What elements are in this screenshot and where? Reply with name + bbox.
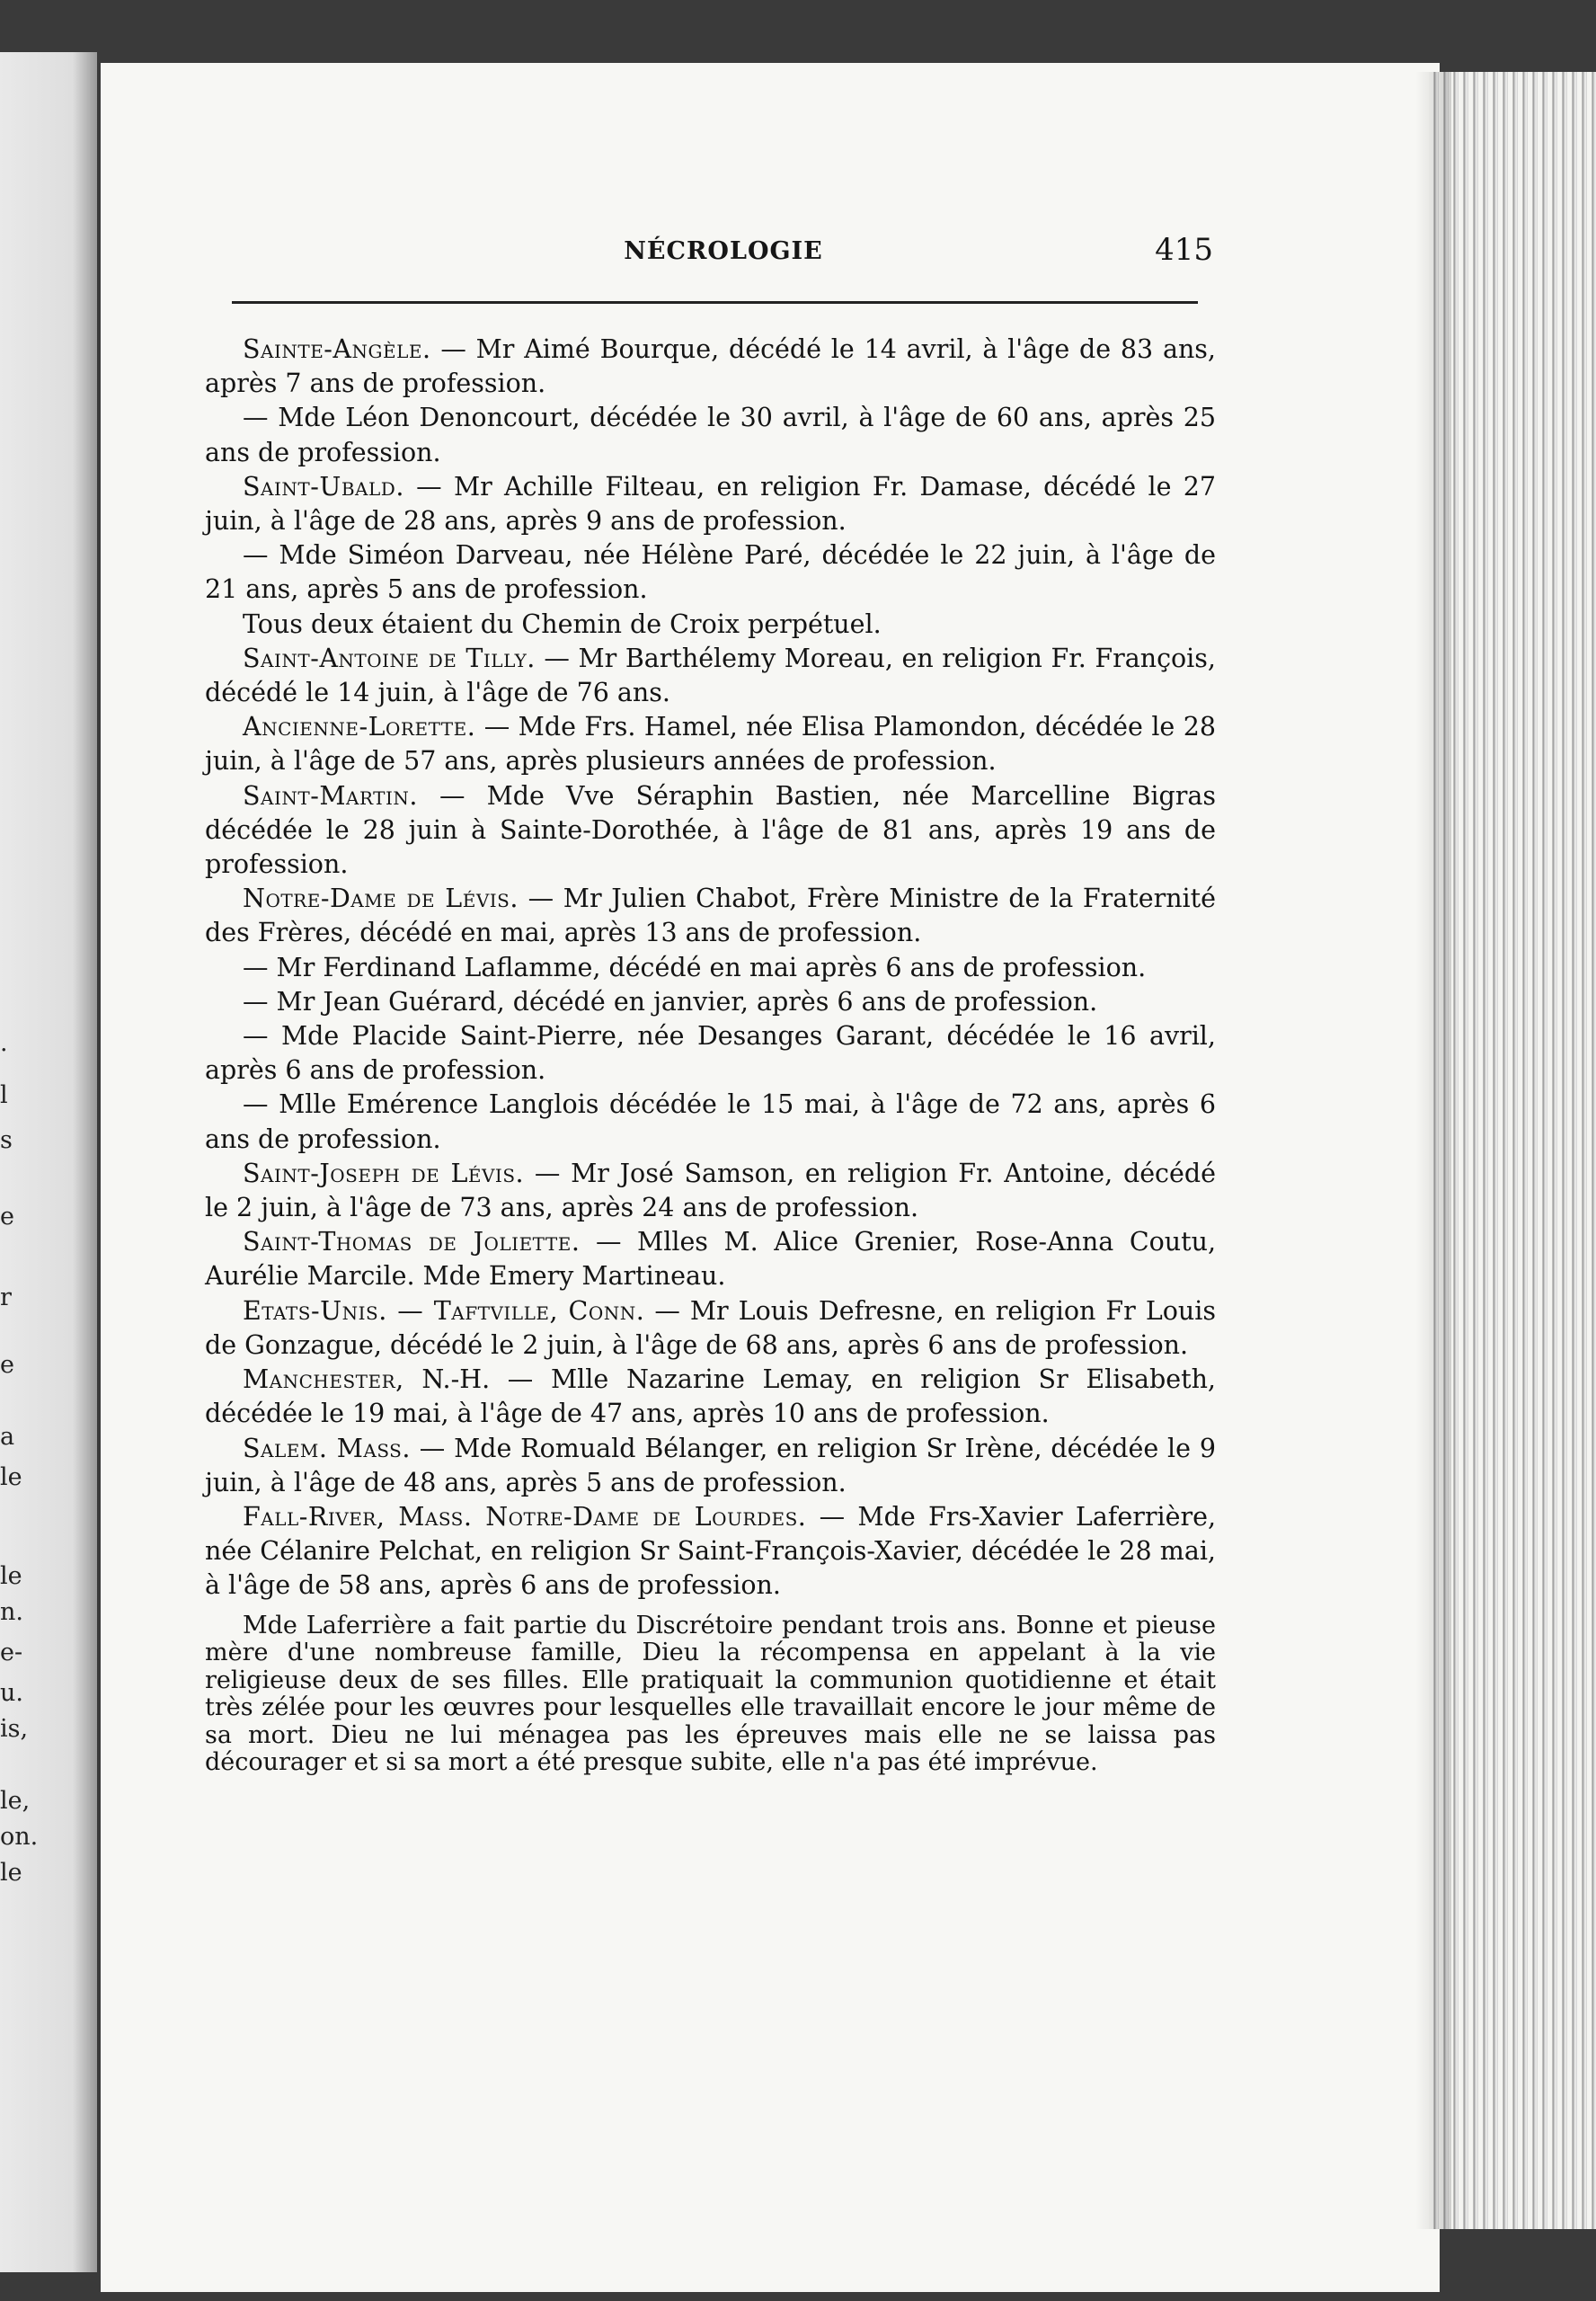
left-fragment: a (0, 1423, 15, 1451)
entry-text: — Mde Romuald Bélanger, en religion Sr Irène, décédée le 9 juin, à l'âge de 48 ans, après 5 ans de profession. (205, 1433, 1216, 1497)
body-text (205, 333, 1216, 1777)
obituary-entry (205, 1432, 1216, 1500)
entry-text: — Mde Léon Denoncourt, décédée le 30 avril, à l'âge de 60 ans, après 25 ans de profession. (205, 403, 1216, 467)
parish-label: Ancienne-Lorette. (243, 712, 476, 742)
entry-text: — Mr Ferdinand Laflamme, décédé en mai après 6 ans de profession. (243, 952, 1147, 982)
running-header (234, 232, 1213, 277)
parish-label: Salem. Mass. (243, 1433, 411, 1463)
parish-label: Saint-Thomas de Joliette. (243, 1227, 581, 1257)
page-shadow (1415, 72, 1451, 2229)
header-title: NÉCROLOGIE (624, 237, 823, 265)
left-fragment: le, (0, 1787, 31, 1815)
left-fragment: e (0, 1203, 14, 1230)
obituary-entry (205, 779, 1216, 883)
left-fragment: r (0, 1284, 12, 1311)
left-page-fragments (0, 52, 97, 2272)
obituary-entry (205, 1157, 1216, 1225)
obituary-entry (205, 951, 1216, 985)
obituary-entry (205, 333, 1216, 401)
obituary-entry (205, 1294, 1216, 1363)
entry-text: — Mr Achille Filteau, en religion Fr. Damase, décédé le 27 juin, à l'âge de 28 ans, après 9 ans de profession. (205, 471, 1216, 537)
parish-label: Manchester, (243, 1364, 404, 1395)
left-fragment: e (0, 1351, 14, 1379)
entry-text: — Mlle Emérence Langlois décédée le 15 mai, à l'âge de 72 ans, après 6 ans de profession. (205, 1089, 1216, 1154)
entry-text: — Mr Julien Chabot, Frère Ministre de la Fraternité des Frères, décédé en mai, après 13 ans de profession. (205, 884, 1216, 948)
obituary-entry (205, 470, 1216, 538)
entry-text: — Mde Placide Saint-Pierre, née Desanges Garant, décédée le 16 avril, après 6 ans de profession. (205, 1021, 1216, 1086)
obituary-entry (205, 538, 1216, 607)
obituary-entry (205, 1019, 1216, 1088)
left-fragment: is, (0, 1715, 29, 1743)
parish-label: Saint-Ubald. (243, 471, 404, 502)
entry-text: — Mde Frs-Xavier Laferrière, née Célanire Pelchat, en religion Sr Saint-François-Xavier, décédée le 28 mai, à l'âge de 58 ans, après 6 ans de profession. (205, 1501, 1216, 1601)
entry-text: — Mde Frs. Hamel, née Elisa Plamondon, décédée le 28 juin, à l'âge de 57 ans, après plusieurs années de profession. (205, 712, 1216, 777)
left-fragment: l (0, 1081, 8, 1109)
obituary-entry (205, 642, 1216, 710)
obituary-entry (205, 401, 1216, 469)
entry-text: — Mde Vve Séraphin Bastien, née Marcelline Bigras décédée le 28 juin à Sainte-Dorothée, à l'âge de 81 ans, après 19 ans de profession. (205, 780, 1216, 880)
obituary-entry (205, 1225, 1216, 1293)
entry-text: — Mr Louis Defresne, en religion Fr Louis de Gonzague, décédé le 2 juin, à l'âge de 68 ans, après 6 ans de profession. (205, 1295, 1216, 1360)
left-fragment: le (0, 1463, 22, 1491)
left-fragment: u. (0, 1679, 23, 1707)
parish-label: Saint-Martin. (243, 780, 418, 811)
page-stack-edge (1429, 72, 1596, 2229)
page-number: 415 (1155, 232, 1213, 268)
entry-text: — Mde Siméon Darveau, née Hélène Paré, décédée le 22 juin, à l'âge de 21 ans, après 5 ans de profession. (205, 540, 1216, 605)
obituary-entry (205, 1363, 1216, 1431)
parish-label: Notre-Dame de Lévis. (243, 884, 519, 914)
obituary-entry (205, 1500, 1216, 1604)
left-fragment: le (0, 1859, 22, 1887)
left-fragment: n. (0, 1598, 23, 1626)
entry-text: — Mr José Samson, en religion Fr. Antoine, décédé le 2 juin, à l'âge de 73 ans, après 24 ans de profession. (205, 1158, 1216, 1223)
entry-text: Tous deux étaient du Chemin de Croix perpétuel. (243, 609, 882, 639)
left-fragment: le (0, 1562, 22, 1590)
obituary-entry (205, 710, 1216, 778)
left-fragment: e- (0, 1639, 23, 1666)
obituary-entry (205, 1088, 1216, 1156)
entry-text: — Mr Aimé Bourque, décédé le 14 avril, à l'âge de 83 ans, après 7 ans de profession. (205, 334, 1216, 399)
left-fragment: s (0, 1126, 13, 1154)
left-fragment: · (0, 1036, 8, 1064)
parish-label: Etats-Unis. — Taftville, Conn. (243, 1295, 645, 1326)
obituary-entry (205, 608, 1216, 642)
entry-text: — Mr Barthélemy Moreau, en religion Fr. François, décédé le 14 juin, à l'âge de 76 ans. (205, 643, 1216, 708)
header-rule (232, 301, 1198, 304)
entry-text: N.-H. — Mlle Nazarine Lemay, en religion Sr Elisabeth, décédée le 19 mai, à l'âge de 47 ans, après 10 ans de profession. (205, 1364, 1216, 1429)
parish-label: Fall-River, Mass. Notre-Dame de Lourdes. (243, 1501, 807, 1532)
obituary-entry (205, 882, 1216, 950)
parish-label: Saint-Joseph de Lévis. (243, 1158, 525, 1188)
entry-text: — Mlles M. Alice Grenier, Rose-Anna Coutu, Aurélie Marcile. Mde Emery Martineau. (205, 1227, 1217, 1292)
left-fragment: on. (0, 1823, 39, 1851)
obituary-entry (205, 985, 1216, 1019)
entry-text: — Mr Jean Guérard, décédé en janvier, après 6 ans de profession. (243, 986, 1098, 1017)
left-page-edge (0, 52, 97, 2272)
closing-note: Mde Laferrière a fait partie du Discrétoire pendant trois ans. Bonne et pieuse mère d'une nombreuse famille, Dieu la récompensa en appelant à la vie religieuse deux de ses filles. Elle pratiquait la communion quotidienne et était très zélée pour les œuvres pour lesquelles elle travaillait encore le jour même de sa mort. Dieu ne lui ménagea pas les épreuves mais elle ne se laissa pas décourager et si sa mort a été presque subite, elle n'a pas été imprévue. (205, 1611, 1216, 1777)
parish-label: Saint-Antoine de Tilly. (243, 643, 536, 673)
parish-label: Sainte-Angèle. (243, 334, 431, 364)
